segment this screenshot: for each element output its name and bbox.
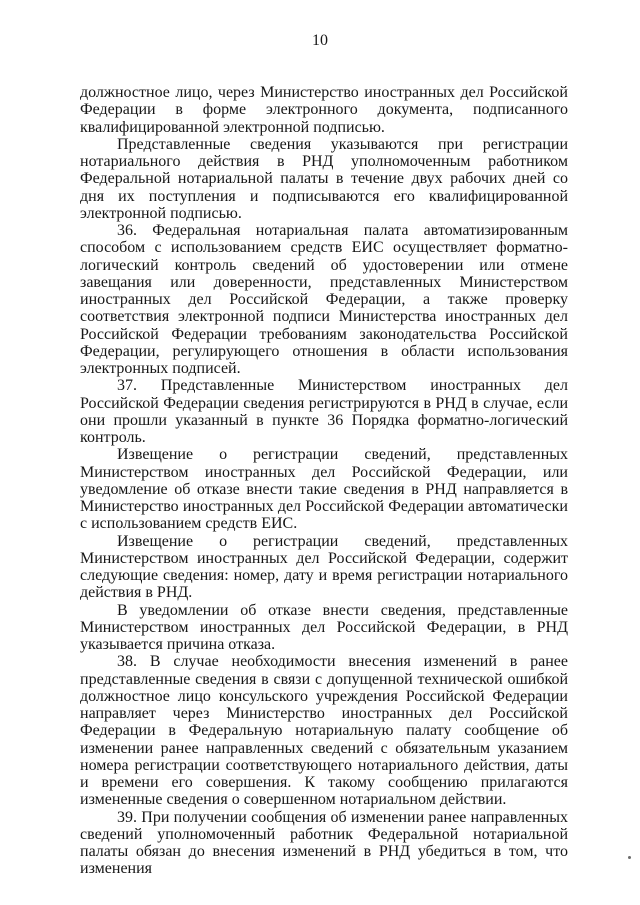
paragraph-clause-39: 39. При получении сообщения об изменении ранее направленных сведений уполномоченный работник Федеральной нотариальной палаты обязан до внесения изменений в РНД убедиться в том, что изменения xyxy=(80,808,568,878)
scan-mark xyxy=(628,856,631,859)
paragraph-clause-36: 36. Федеральная нотариальная палата автоматизированным способом с использованием средств ЕИС осуществляет форматно-логический контроль сведений об удостоверении или отмене завещания или доверенности, представленных Министерством иностранных дел Российской Федерации, а также проверку соответствия электронной подписи Министерства иностранных дел Российской Федерации требованиям законодательства Российской Федерации, регулирующего отношения в области использования электронных подписей. xyxy=(80,222,568,377)
page-number: 10 xyxy=(312,32,328,49)
document-body xyxy=(80,84,568,878)
paragraph-clause-38: 38. В случае необходимости внесения изменений в ранее представленные сведения в связи с допущенной технической ошибкой должностное лицо консульского учреждения Российской Федерации направляет через Министерство иностранных дел Российской Федерации в Федеральную нотариальную палату сообщение об изменении ранее направленных сведений с обязательным указанием номера регистрации соответствующего нотариального действия, даты и времени его совершения. К такому сообщению прилагаются измененные сведения о совершенном нотариальном действии. xyxy=(80,653,568,809)
paragraph-notice-content: Извещение о регистрации сведений, представленных Министерством иностранных дел Российской Федерации, содержит следующие сведения: номер, дату и время регистрации нотариального действия в РНД. xyxy=(80,532,568,602)
paragraph-clause-37: 37. Представленные Министерством иностранных дел Российской Федерации сведения регистрируются в РНД в случае, если они прошли указанный в пункте 36 Порядка форматно-логический контроль. xyxy=(80,377,568,446)
paragraph-refusal-reason: В уведомлении об отказе внести сведения, представленные Министерством иностранных дел Российской Федерации, в РНД указывается причина отказа. xyxy=(80,601,568,653)
paragraph-continuation: должностное лицо, через Министерство иностранных дел Российской Федерации в форме электронного документа, подписанного квалифицированной электронной подписью. xyxy=(80,84,568,136)
paragraph-registration-details: Представленные сведения указываются при регистрации нотариального действия в РНД уполномоченным работником Федеральной нотариальной палаты в течение двух рабочих дней со дня их поступления и подписываются его квалифицированной электронной подписью. xyxy=(80,135,568,222)
paragraph-notice-or-refusal: Извещение о регистрации сведений, представленных Министерством иностранных дел Российской Федерации, или уведомление об отказе внести такие сведения в РНД направляется в Министерство иностранных дел Российской Федерации автоматически с использованием средств ЕИС. xyxy=(80,446,568,533)
